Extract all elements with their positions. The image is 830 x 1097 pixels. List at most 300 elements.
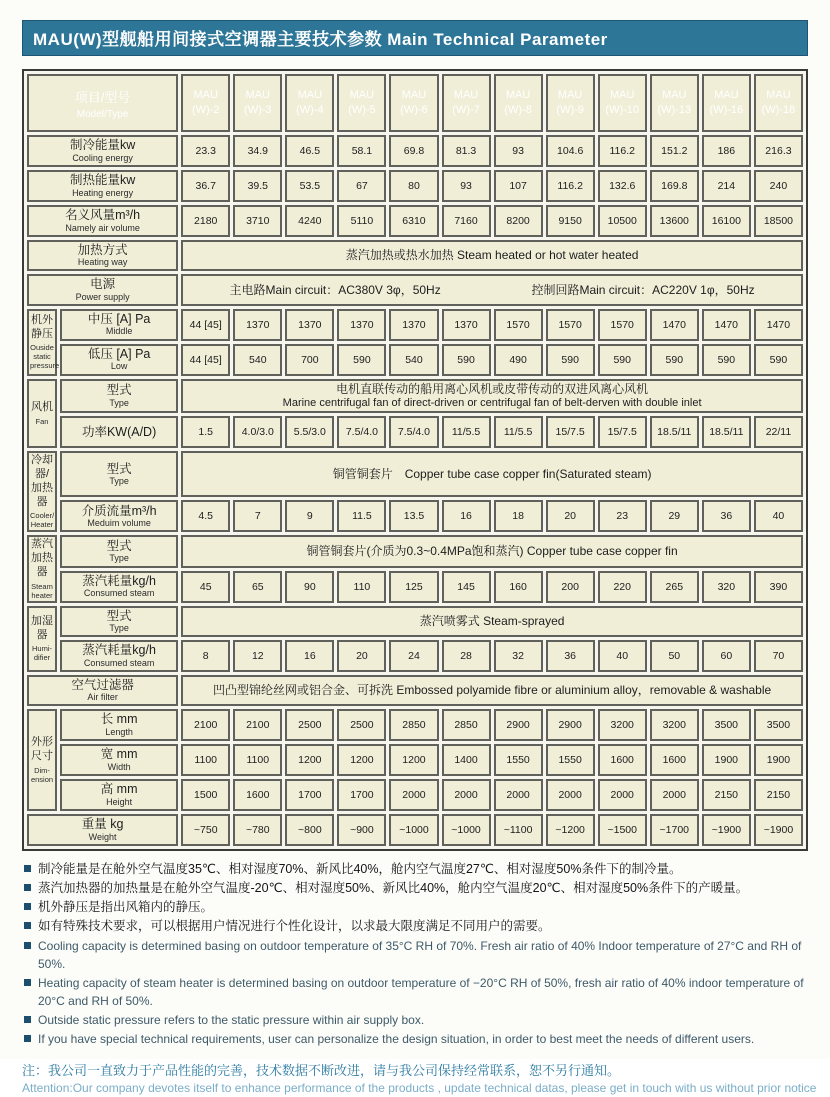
value-cell: ~1000 (389, 814, 438, 846)
value-cell: 18.5/11 (702, 416, 751, 448)
value-cell: 132.6 (598, 170, 647, 202)
value-cell: 93 (494, 135, 543, 167)
value-cell: 1470 (754, 309, 803, 341)
bullet-square-icon (24, 903, 31, 910)
bullet-square-icon (24, 1016, 31, 1023)
model-header (546, 74, 595, 132)
row-label (60, 640, 178, 672)
row-label (27, 135, 178, 167)
value-cell: 2100 (181, 709, 230, 741)
value-cell: 36.7 (181, 170, 230, 202)
value-cell: ~1900 (702, 814, 751, 846)
row-label (27, 814, 178, 846)
row-label-zh: 蒸汽耗量kg/h (82, 643, 156, 658)
value-cell: 2180 (181, 205, 230, 237)
value-cell: 2000 (546, 779, 595, 811)
value-cell: 44 [45] (181, 309, 230, 341)
value-cell: 22/11 (754, 416, 803, 448)
value-cell: 18500 (754, 205, 803, 237)
row-label-en: Middle (105, 326, 133, 337)
model-header (389, 74, 438, 132)
table-row (27, 535, 803, 567)
row-label-zh: 功率KW(A/D) (81, 425, 157, 440)
value-cell: 145 (442, 571, 491, 603)
span-cell (181, 240, 803, 271)
value-cell: 390 (754, 571, 803, 603)
value-cell: 18 (494, 500, 543, 532)
value-cell: 1370 (442, 309, 491, 341)
value-cell: 16100 (702, 205, 751, 237)
table-row (27, 344, 803, 376)
table-row (27, 170, 803, 202)
model-header (181, 74, 230, 132)
row-label-zh: 型式 (106, 461, 132, 476)
value-cell: 1200 (389, 744, 438, 776)
value-cell: 125 (389, 571, 438, 603)
value-cell: 214 (702, 170, 751, 202)
span-part: 主电路Main circuit：AC380V 3φ，50Hz (229, 283, 441, 298)
footnote-item (22, 1011, 808, 1029)
group-label-en: Steam heater (31, 581, 53, 600)
page-title: MAU(W)型舰船用间接式空调器主要技术参数 Main Technical Parameter (22, 20, 808, 56)
span-line: 铜管铜套片 Copper tube case copper fin(Saturated steam) (332, 466, 652, 481)
value-cell: 265 (650, 571, 699, 603)
value-cell: 1370 (285, 309, 334, 341)
value-cell: ~750 (181, 814, 230, 846)
group-label (27, 379, 57, 449)
span-parts (184, 281, 800, 298)
bullet-square-icon (24, 884, 31, 891)
value-cell: 11/5.5 (442, 416, 491, 448)
value-cell: 39.5 (233, 170, 282, 202)
value-cell: 6310 (389, 205, 438, 237)
row-label-zh: 名义风量m³/h (65, 208, 141, 223)
row-label-zh: 长 mm (100, 712, 138, 727)
span-line: 电机直联传动的船用离心风机或皮带传动的双进风离心风机 (336, 381, 649, 396)
value-cell: 32 (494, 640, 543, 672)
row-label-en: Heating energy (72, 187, 134, 198)
row-label-zh: 电源 (90, 277, 116, 292)
footnote-item (22, 898, 808, 916)
group-label-zh: 外形尺寸 (31, 736, 54, 763)
row-label (27, 274, 178, 305)
table-row (27, 571, 803, 603)
footnote-item (22, 917, 808, 935)
value-cell: 23 (598, 500, 647, 532)
value-cell: 1500 (181, 779, 230, 811)
value-cell: 1570 (494, 309, 543, 341)
footnote-text: Heating capacity of steam heater is determined basing on outdoor temperature of −20°C RH of 50%, fresh air ratio of 40% indoor temperature of 20°C and RH of 50%. (38, 975, 804, 1008)
footnote-item (22, 1030, 808, 1048)
table-header (27, 74, 803, 132)
value-cell: 93 (442, 170, 491, 202)
value-cell: 12 (233, 640, 282, 672)
span-part: 控制回路Main circuit：AC220V 1φ，50Hz (531, 283, 755, 298)
row-label (60, 451, 178, 497)
value-cell: 4240 (285, 205, 334, 237)
value-cell: 590 (442, 344, 491, 376)
model-name-top: MAU (505, 89, 531, 102)
value-cell: 20 (546, 500, 595, 532)
value-cell: 44 [45] (181, 344, 230, 376)
value-cell: 3200 (650, 709, 699, 741)
span-line: 凹凸型锦纶丝网或铝合金、可拆洗 Embossed polyamide fibre or aluminium alloy，removable & washable (213, 682, 772, 697)
row-label-en: Meduim volume (87, 518, 151, 529)
value-cell: 3200 (598, 709, 647, 741)
row-label-en: Type (109, 476, 129, 487)
group-label-zh: 风机 (31, 401, 54, 414)
value-cell: 590 (754, 344, 803, 376)
value-cell: ~1100 (494, 814, 543, 846)
footnote-item (22, 860, 808, 878)
value-cell: 11/5.5 (494, 416, 543, 448)
value-cell: 10500 (598, 205, 647, 237)
value-cell: 50 (650, 640, 699, 672)
row-label-en: Type (109, 397, 129, 408)
table-row (27, 500, 803, 532)
value-cell: 540 (389, 344, 438, 376)
value-cell: 3500 (754, 709, 803, 741)
value-cell: 2900 (546, 709, 595, 741)
value-cell: 40 (598, 640, 647, 672)
row-label-en: Weight (88, 831, 117, 842)
row-label (27, 675, 178, 706)
value-cell: ~900 (337, 814, 386, 846)
model-name-bottom: (W)-18 (761, 104, 796, 116)
value-cell: 2000 (389, 779, 438, 811)
value-cell: 590 (337, 344, 386, 376)
row-label (60, 571, 178, 603)
value-cell: 590 (598, 344, 647, 376)
row-label-zh: 制冷能量kw (69, 138, 136, 153)
value-cell: 34.9 (233, 135, 282, 167)
value-cell: 9150 (546, 205, 595, 237)
row-label-en: Air filter (87, 692, 118, 703)
value-cell: 1370 (389, 309, 438, 341)
value-cell: 240 (754, 170, 803, 202)
corner-cell (27, 74, 178, 132)
value-cell: 4.0/3.0 (233, 416, 282, 448)
value-cell: 116.2 (598, 135, 647, 167)
value-cell: 200 (546, 571, 595, 603)
value-cell: 28 (442, 640, 491, 672)
table-row (27, 779, 803, 811)
model-header (702, 74, 751, 132)
value-cell: ~780 (233, 814, 282, 846)
group-label (27, 451, 57, 532)
value-cell: 29 (650, 500, 699, 532)
value-cell: 67 (337, 170, 386, 202)
group-label (27, 709, 57, 811)
value-cell: 104.6 (546, 135, 595, 167)
row-label (60, 416, 178, 448)
table-row (27, 744, 803, 776)
value-cell: ~1000 (442, 814, 491, 846)
table-row (27, 814, 803, 846)
row-label-en: Low (110, 361, 128, 372)
value-cell: 40 (754, 500, 803, 532)
value-cell: 1100 (233, 744, 282, 776)
value-cell: 1370 (337, 309, 386, 341)
value-cell: 2500 (285, 709, 334, 741)
value-cell: 8200 (494, 205, 543, 237)
model-name-top: MAU (609, 89, 635, 102)
value-cell: 1370 (233, 309, 282, 341)
value-cell: 7.5/4.0 (337, 416, 386, 448)
value-cell: 4.5 (181, 500, 230, 532)
value-cell: 13600 (650, 205, 699, 237)
value-cell: 23.3 (181, 135, 230, 167)
value-cell: 13.5 (389, 500, 438, 532)
model-name-bottom: (W)-2 (191, 104, 220, 116)
value-cell: 11.5 (337, 500, 386, 532)
value-cell: 107 (494, 170, 543, 202)
span-cell (181, 379, 803, 414)
value-cell: 1700 (285, 779, 334, 811)
value-cell: 1.5 (181, 416, 230, 448)
row-label (60, 779, 178, 811)
model-name-bottom: (W)-4 (296, 104, 324, 116)
value-cell: 2900 (494, 709, 543, 741)
row-label-zh: 低压 [A] Pa (87, 346, 151, 361)
model-header (650, 74, 699, 132)
row-label (27, 240, 178, 271)
row-label (60, 379, 178, 414)
group-label-en: Cooler/ Heater (30, 511, 55, 530)
row-label-en: Heating way (77, 257, 128, 268)
header-row (27, 74, 803, 132)
group-label-en: Humi- difier (32, 644, 53, 663)
group-label-zh: 冷却器/加热器 (31, 454, 54, 508)
value-cell: 16 (285, 640, 334, 672)
table-row (27, 640, 803, 672)
footnote-text: 机外静压是指出风箱内的静压。 (38, 900, 214, 915)
group-label (27, 535, 57, 602)
model-header (285, 74, 334, 132)
value-cell: 7.5/4.0 (389, 416, 438, 448)
value-cell: 9 (285, 500, 334, 532)
value-cell: 5110 (337, 205, 386, 237)
row-label-en: Type (109, 622, 129, 633)
value-cell: 2150 (702, 779, 751, 811)
table-row (27, 675, 803, 706)
value-cell: 15/7.5 (598, 416, 647, 448)
value-cell: 1470 (650, 309, 699, 341)
value-cell: 18.5/11 (650, 416, 699, 448)
value-cell: 7160 (442, 205, 491, 237)
model-name-top: MAU (766, 89, 791, 102)
bullet-square-icon (24, 1035, 31, 1042)
row-label-en: Type (109, 553, 129, 564)
footnote-item (22, 974, 808, 1010)
span-cell (181, 535, 803, 567)
value-cell: 160 (494, 571, 543, 603)
row-label-zh: 介质流量m³/h (81, 503, 157, 518)
footnote-text: If you have special technical requirements, user can personalize the design situation, in order to best meet the needs of different users. (38, 1031, 755, 1046)
table-row (27, 416, 803, 448)
footnote-item (22, 879, 808, 897)
value-cell: 1570 (598, 309, 647, 341)
value-cell: 1100 (181, 744, 230, 776)
value-cell: 590 (702, 344, 751, 376)
group-label-zh: 蒸汽加热器 (31, 538, 54, 578)
value-cell: 186 (702, 135, 751, 167)
row-label (60, 344, 178, 376)
value-cell: 65 (233, 571, 282, 603)
value-cell: 20 (337, 640, 386, 672)
group-label-zh: 加湿器 (31, 614, 54, 641)
row-label-zh: 型式 (106, 608, 132, 623)
value-cell: 16 (442, 500, 491, 532)
value-cell: 2850 (389, 709, 438, 741)
value-cell: 1200 (337, 744, 386, 776)
row-label (27, 205, 178, 237)
bullet-square-icon (24, 922, 31, 929)
model-header (494, 74, 543, 132)
model-name-bottom: (W)-7 (452, 104, 480, 116)
value-cell: ~800 (285, 814, 334, 846)
value-cell: 2150 (754, 779, 803, 811)
model-name-bottom: (W)-8 (504, 104, 532, 116)
row-label (60, 500, 178, 532)
value-cell: 45 (181, 571, 230, 603)
row-label-zh: 型式 (106, 538, 132, 553)
value-cell: 2000 (442, 779, 491, 811)
value-cell: 220 (598, 571, 647, 603)
value-cell: 490 (494, 344, 543, 376)
group-label-zh: 机外静压 (31, 313, 54, 340)
value-cell: 169.8 (650, 170, 699, 202)
value-cell: 1600 (233, 779, 282, 811)
value-cell: ~1700 (650, 814, 699, 846)
value-cell: 590 (650, 344, 699, 376)
span-cell (181, 675, 803, 706)
row-label (60, 535, 178, 567)
model-name-bottom: (W)-6 (400, 104, 428, 116)
model-name-top: MAU (662, 89, 687, 102)
value-cell: 7 (233, 500, 282, 532)
footer-note-en: Attention:Our company devotes itself to enhance performance of the products , update technical datas, please get in touch with us without prior notice (22, 1080, 817, 1095)
row-label-en: Length (105, 726, 133, 737)
model-header (337, 74, 386, 132)
value-cell: ~1500 (598, 814, 647, 846)
technical-parameter-table (22, 69, 808, 851)
value-cell: ~1200 (546, 814, 595, 846)
value-cell: 1700 (337, 779, 386, 811)
row-label-zh: 重量 kg (81, 817, 124, 832)
row-label-zh: 宽 mm (100, 747, 138, 762)
table-row (27, 274, 803, 305)
row-label (27, 170, 178, 202)
group-label (27, 606, 57, 672)
value-cell: 24 (389, 640, 438, 672)
value-cell: 540 (233, 344, 282, 376)
model-header (442, 74, 491, 132)
table-row (27, 379, 803, 414)
row-label-zh: 加热方式 (77, 243, 128, 257)
value-cell: 53.5 (285, 170, 334, 202)
value-cell: 1570 (546, 309, 595, 341)
table-row (27, 240, 803, 271)
row-label-zh: 高 mm (100, 782, 138, 797)
footnotes (22, 860, 808, 1048)
model-name-bottom: (W)-13 (657, 104, 692, 116)
table-row (27, 709, 803, 741)
row-label-en: Consumed steam (83, 657, 155, 668)
row-label (60, 709, 178, 741)
footer (22, 1062, 817, 1097)
row-label-en: Consumed steam (83, 588, 155, 599)
value-cell: 90 (285, 571, 334, 603)
value-cell: 60 (702, 640, 751, 672)
model-header (598, 74, 647, 132)
row-label-zh: 蒸汽耗量kg/h (82, 573, 156, 588)
value-cell: 1200 (285, 744, 334, 776)
footer-note-zh: 注：我公司一直致力于产品性能的完善，技术数据不断改进，请与我公司保持经常联系，恕不另行通知。 (22, 1062, 621, 1078)
model-header (754, 74, 803, 132)
row-label-zh: 型式 (106, 383, 132, 398)
value-cell: 58.1 (337, 135, 386, 167)
value-cell: 3500 (702, 709, 751, 741)
footnote-text: 制冷能量是在舱外空气温度35℃、相对湿度70%、新风比40%，舱内空气温度27℃、相对湿度50%条件下的制冷量。 (38, 862, 682, 877)
model-header (233, 74, 282, 132)
value-cell: 15/7.5 (546, 416, 595, 448)
value-cell: 1550 (494, 744, 543, 776)
value-cell: 1900 (702, 744, 751, 776)
value-cell: 116.2 (546, 170, 595, 202)
value-cell: 110 (337, 571, 386, 603)
model-name-top: MAU (193, 89, 218, 102)
footnote-text: 蒸汽加热器的加热量是在舱外空气温度-20℃、相对湿度50%、新风比40%，舱内空气温度20℃、相对湿度50%条件下的产暖量。 (38, 881, 749, 896)
row-label (60, 606, 178, 637)
value-cell: 69.8 (389, 135, 438, 167)
value-cell: 590 (546, 344, 595, 376)
span-cell (181, 451, 803, 497)
value-cell: 1600 (598, 744, 647, 776)
bullet-square-icon (24, 942, 31, 949)
model-name-top: MAU (349, 89, 375, 102)
value-cell: 2000 (494, 779, 543, 811)
value-cell: 2850 (442, 709, 491, 741)
model-name-top: MAU (245, 89, 270, 102)
value-cell: 216.3 (754, 135, 803, 167)
value-cell: 80 (389, 170, 438, 202)
value-cell: 81.3 (442, 135, 491, 167)
bullet-square-icon (24, 865, 31, 872)
group-label (27, 309, 60, 376)
value-cell: 151.2 (650, 135, 699, 167)
value-cell: 2000 (650, 779, 699, 811)
row-label-zh: 制热能量kw (69, 173, 136, 188)
value-cell: 1400 (442, 744, 491, 776)
value-cell: 70 (754, 640, 803, 672)
row-label-en: Width (107, 761, 131, 772)
span-line: 蒸汽加热或热水加热 Steam heated or hot water heated (345, 248, 639, 263)
row-label-en: Height (106, 796, 133, 807)
footnote-text: Cooling capacity is determined basing on outdoor temperature of 35°C RH of 70%. Fresh air ratio of 40% Indoor temperature of 27°C and RH of 50%. (38, 938, 802, 971)
corner-label-en: Model/Type (76, 108, 129, 120)
span-cell (181, 274, 803, 305)
bullet-square-icon (24, 979, 31, 986)
table-row (27, 606, 803, 637)
model-name-bottom: (W)-3 (244, 104, 272, 116)
value-cell: 2500 (337, 709, 386, 741)
row-label (60, 309, 178, 341)
table-row (27, 451, 803, 497)
row-label-en: Cooling energy (72, 152, 133, 163)
row-label-en: Power supply (75, 291, 130, 302)
value-cell: 36 (546, 640, 595, 672)
